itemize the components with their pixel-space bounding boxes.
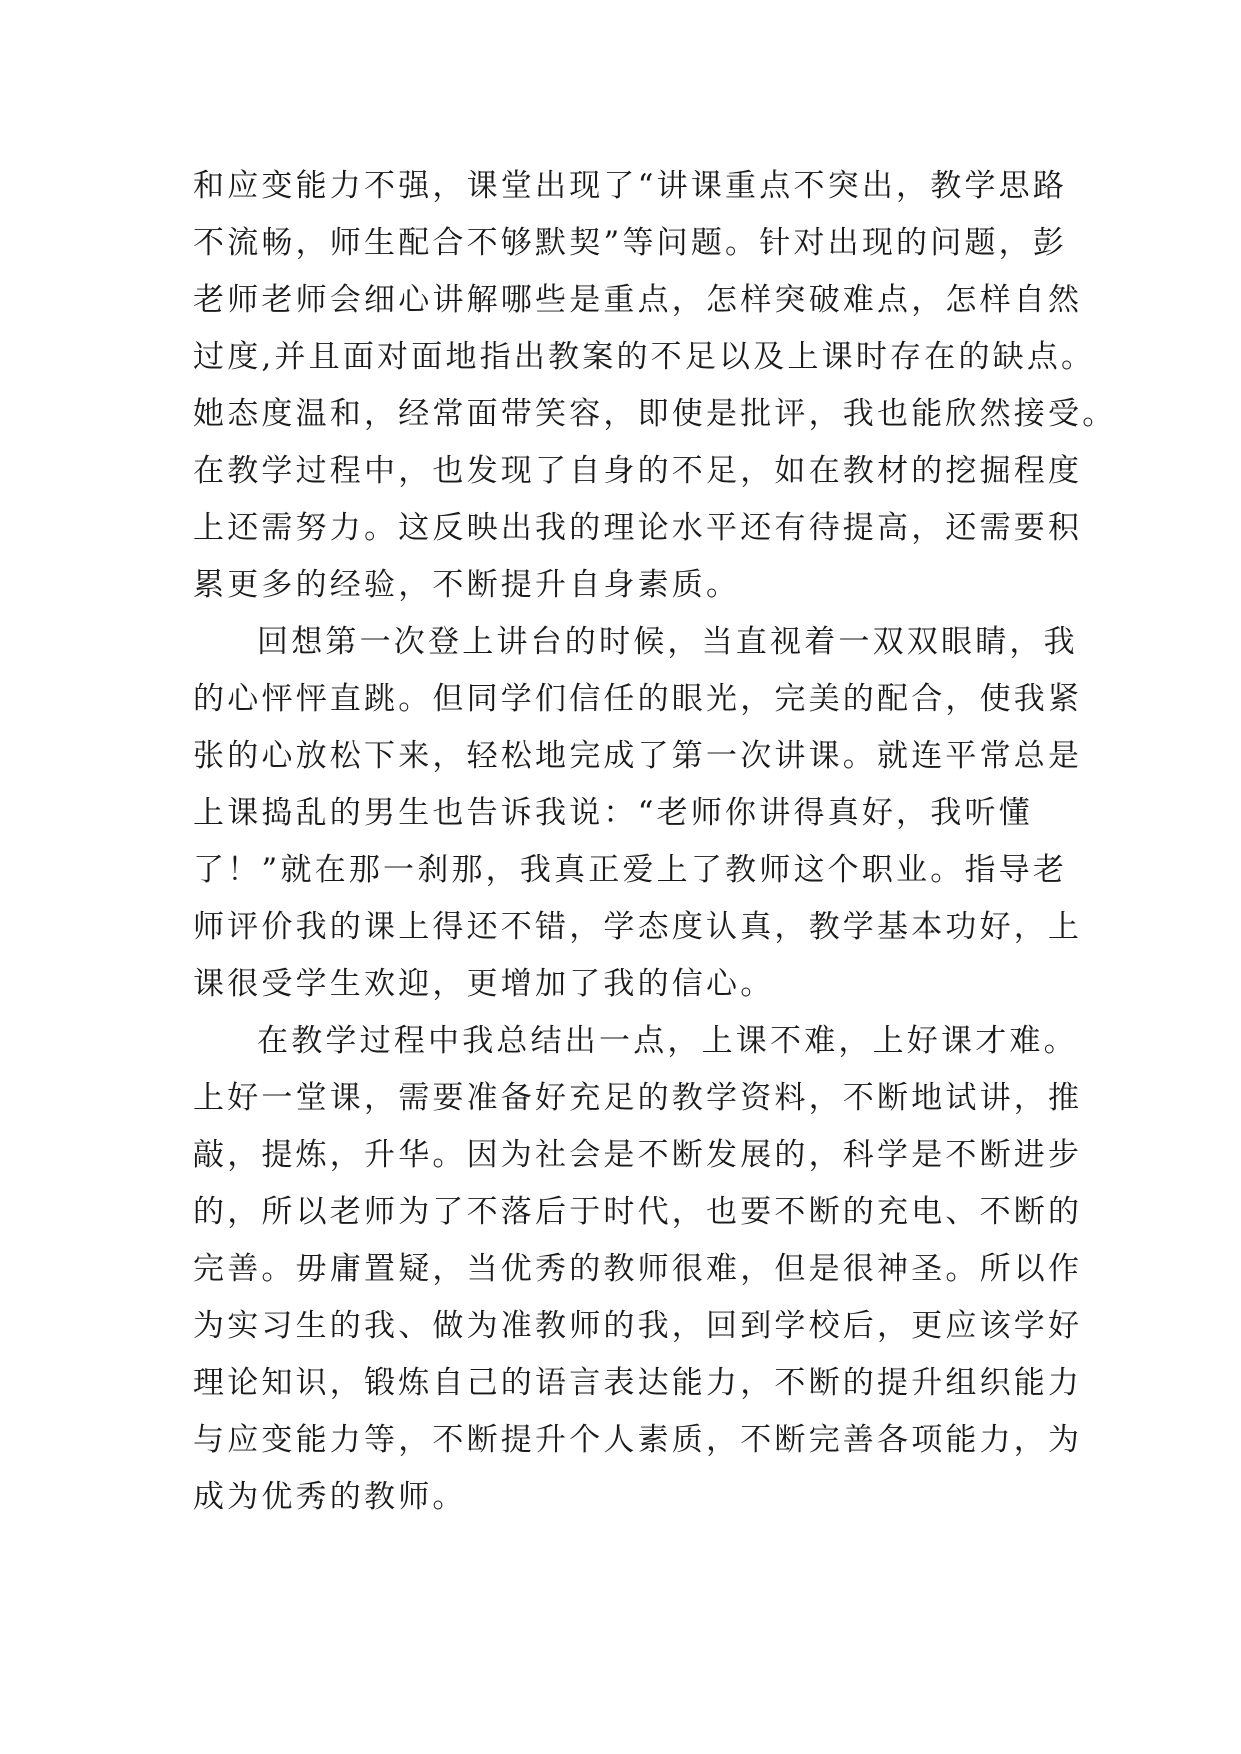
text-line: 为实习生的我、做为准教师的我，回到学校后，更应该学好 xyxy=(193,1308,1083,1344)
text-line: 不流畅，师生配合不够默契”等问题。针对出现的问题，彭 xyxy=(193,225,1068,261)
text-line: 累更多的经验，不断提升自身素质。 xyxy=(193,567,741,603)
text-line: 完善。毋庸置疑，当优秀的教师很难，但是很神圣。所以作 xyxy=(193,1251,1083,1287)
paragraph-2 xyxy=(193,614,1083,1013)
text-line: 敲，提炼，升华。因为社会是不断发展的，科学是不断进步 xyxy=(193,1137,1083,1173)
paragraph-3 xyxy=(193,1013,1083,1526)
text-line: 的，所以老师为了不落后于时代，也要不断的充电、不断的 xyxy=(193,1194,1083,1230)
text-line: 过度,并且面对面地指出教案的不足以及上课时存在的缺点。 xyxy=(193,339,1096,375)
paragraph-1 xyxy=(193,158,1117,614)
text-line: 上还需努力。这反映出我的理论水平还有待提高，还需要积 xyxy=(193,510,1083,546)
text-line: 的心怦怦直跳。但同学们信任的眼光，完美的配合，使我紧 xyxy=(193,681,1083,717)
text-line: 理论知识，锻炼自己的语言表达能力，不断的提升组织能力 xyxy=(193,1365,1083,1401)
text-line: 师评价我的课上得还不错，学态度认真，教学基本功好，上 xyxy=(193,909,1083,945)
text-line: 上好一堂课，需要准备好充足的教学资料，不断地试讲，推 xyxy=(193,1080,1083,1116)
text-line: 张的心放松下来，轻松地完成了第一次讲课。就连平常总是 xyxy=(193,738,1083,774)
text-line: 老师老师会细心讲解哪些是重点，怎样突破难点，怎样自然 xyxy=(193,282,1083,318)
text-line-indented: 回想第一次登上讲台的时候，当直视着一双双眼睛，我 xyxy=(257,624,1078,660)
text-line: 在教学过程中，也发现了自身的不足，如在教材的挖掘程度 xyxy=(193,453,1083,489)
text-line: 与应变能力等，不断提升个人素质，不断完善各项能力，为 xyxy=(193,1422,1083,1458)
text-line: 上课捣乱的男生也告诉我说：“老师你讲得真好，我听懂 xyxy=(193,795,1033,831)
text-line: 她态度温和，经常面带笑容，即使是批评，我也能欣然接受。 xyxy=(193,396,1117,432)
text-line: 和应变能力不强，课堂出现了“讲课重点不突出，教学思路 xyxy=(193,168,1068,204)
text-line-indented: 在教学过程中我总结出一点，上课不难，上好课才难。 xyxy=(257,1023,1078,1059)
text-line: 成为优秀的教师。 xyxy=(193,1479,467,1515)
text-line: 课很受学生欢迎，更增加了我的信心。 xyxy=(193,966,775,1002)
text-line: 了！”就在那一刹那，我真正爱上了教师这个职业。指导老 xyxy=(193,852,1068,888)
document-body xyxy=(193,158,1117,1526)
